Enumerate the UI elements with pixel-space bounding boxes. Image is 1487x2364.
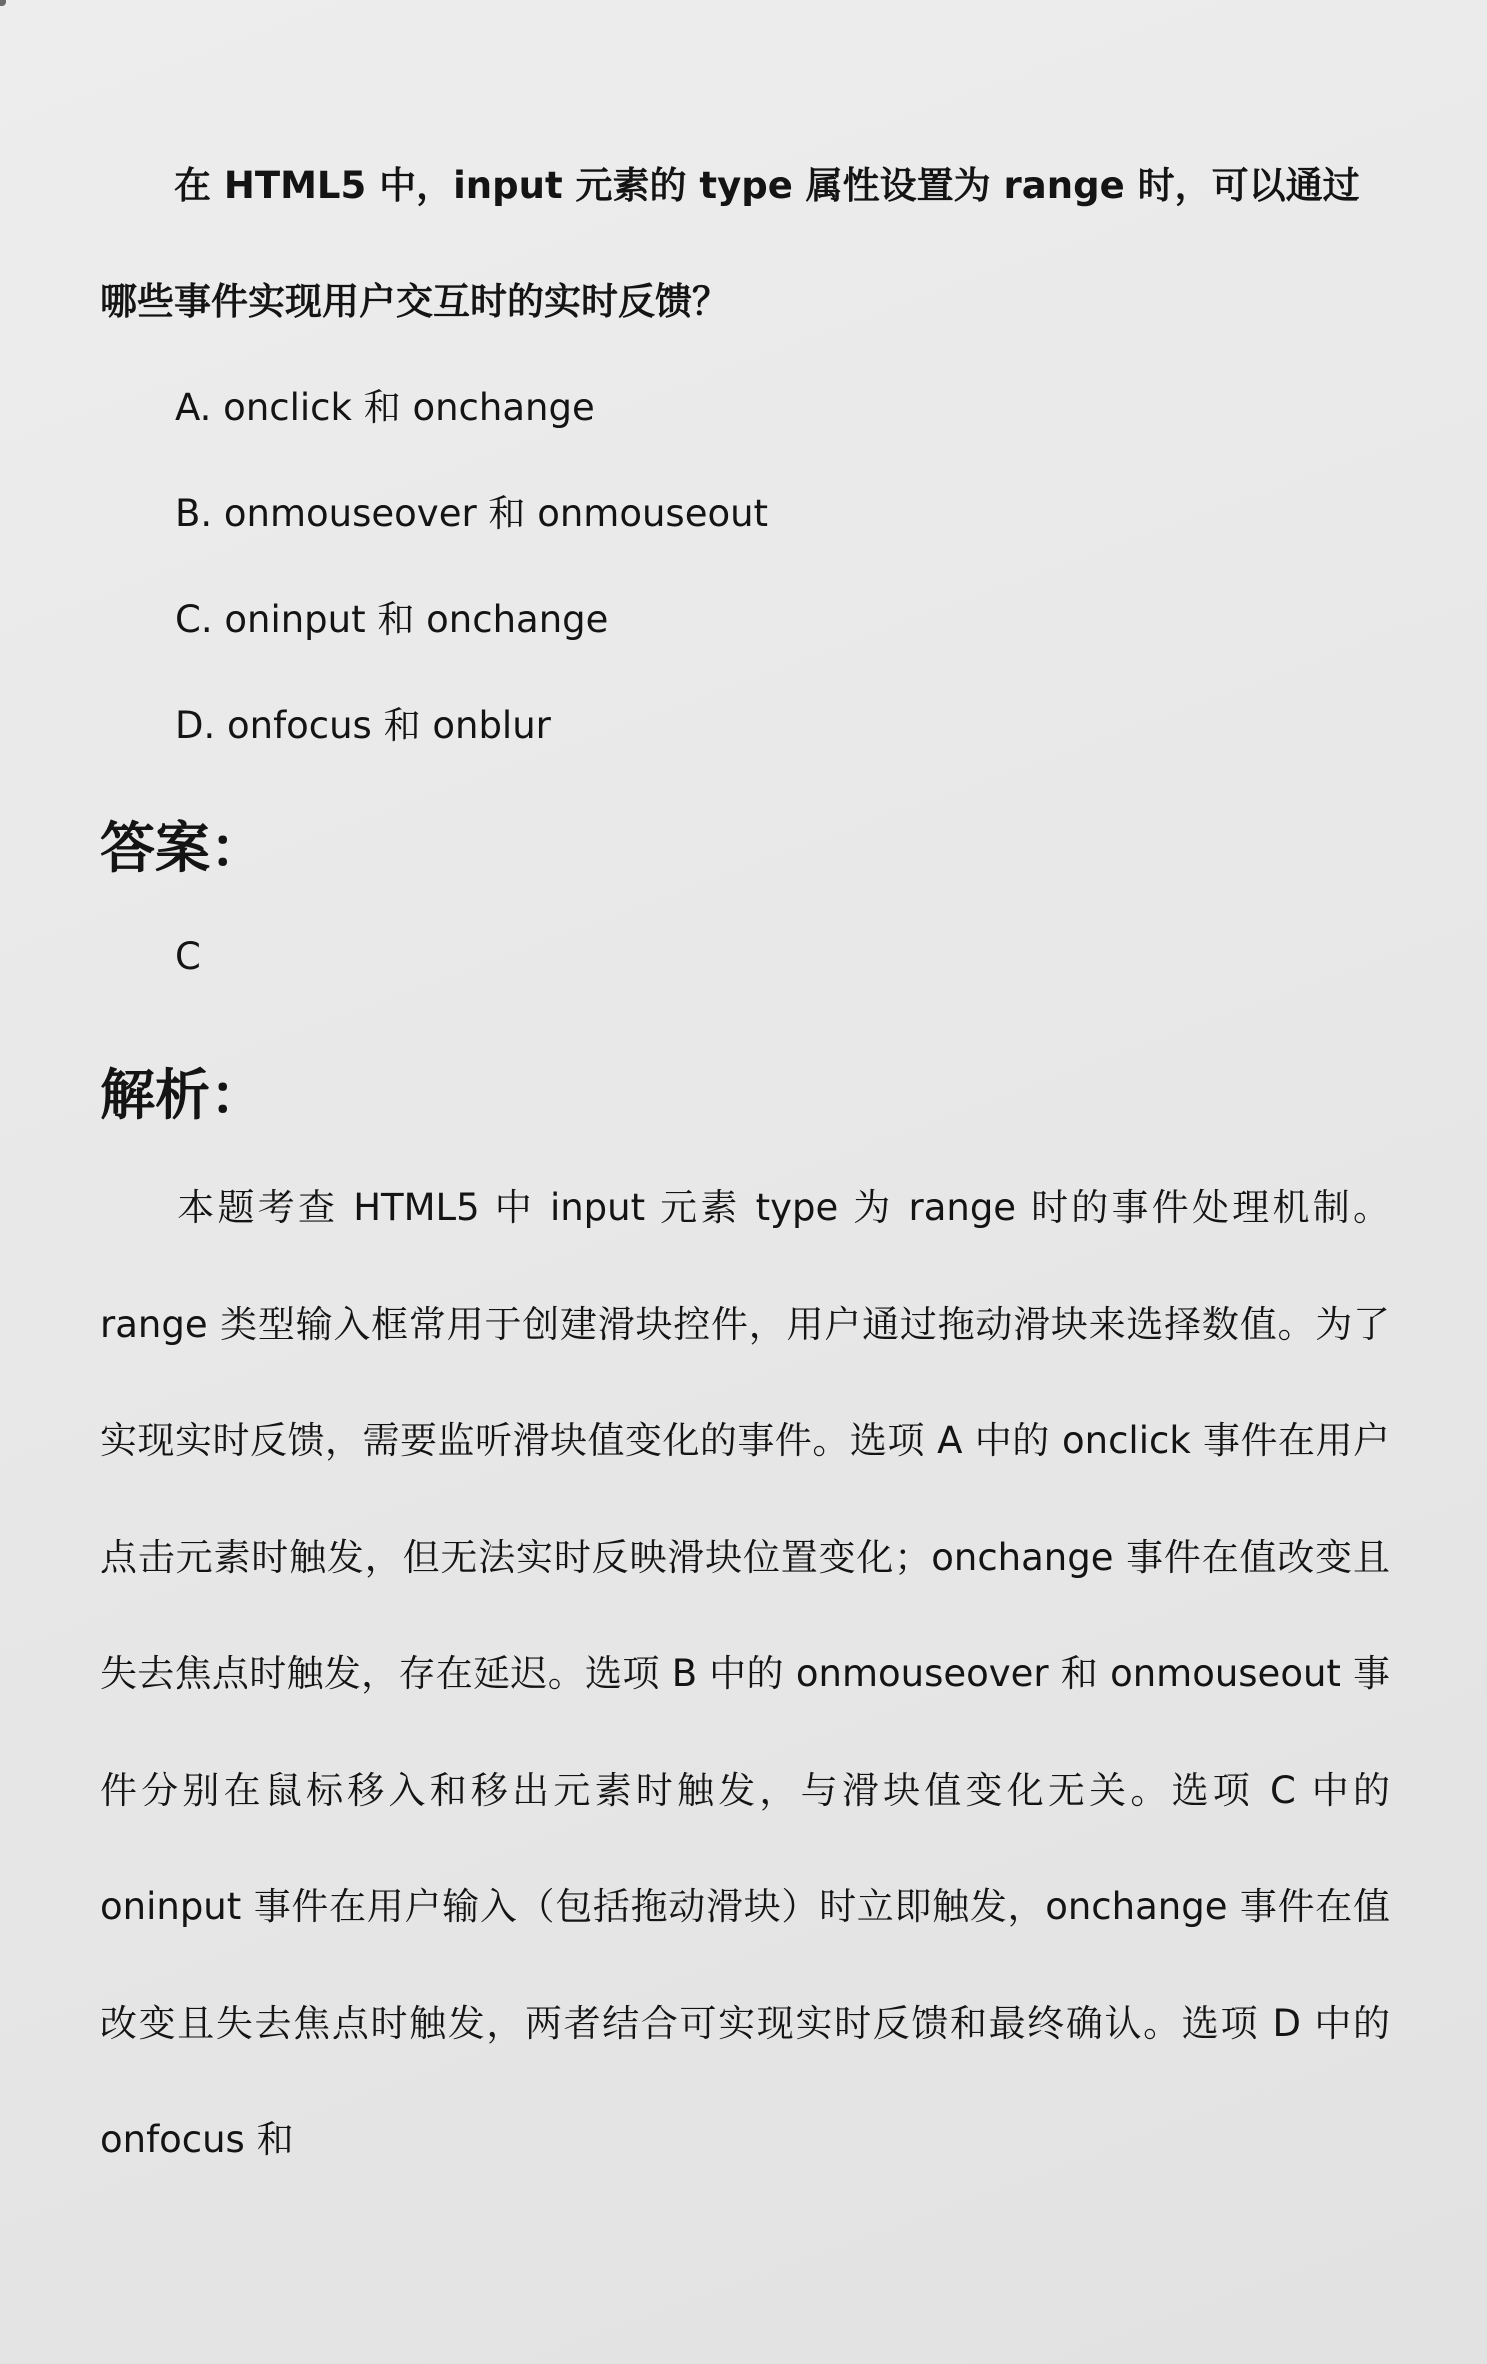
option-b: B. onmouseover 和 onmouseout [175,492,769,535]
question-body: 在 HTML5 中，input 元素的 type 属性设置为 range 时，可以通过哪些事件实现用户交互时的实时反馈？ [100,164,1360,323]
answer-heading: 答案： [100,816,266,880]
analysis-body: 本题考查 HTML5 中 input 元素 type 为 range 时的事件处理机制。range 类型输入框常用于创建滑块控件，用户通过拖动滑块来选择数值。为了实现实时反馈，需要监听滑块值变化的事件。选项 A 中的 onclick 事件在用户点击元素时触发，但无法实时反映滑块位置变化；onchange 事件在值改变且失去焦点时触发，存在延迟。选项 B 中的 onmouseover 和 onmouseout 事件分别在鼠标移入和移出元素时触发，与滑块值变化无关。选项 C 中的 oninput 事件在用户输入（包括拖动滑块）时立即触发，onchange 事件在值改变且失去焦点时触发，两者结合可实现实时反馈和最终确认。选项 D 中的 onfocus 和 [100,1186,1390,2161]
option-c: C. oninput 和 onchange [175,598,609,641]
option-d: D. onfocus 和 onblur [175,704,551,747]
option-a: A. onclick 和 onchange [175,386,595,429]
corner-mark [0,0,6,6]
options-list [175,355,768,779]
answer-value: C [175,935,201,978]
analysis-text [100,1150,1390,2199]
question-text [100,128,1390,360]
analysis-heading: 解析： [100,1063,266,1127]
